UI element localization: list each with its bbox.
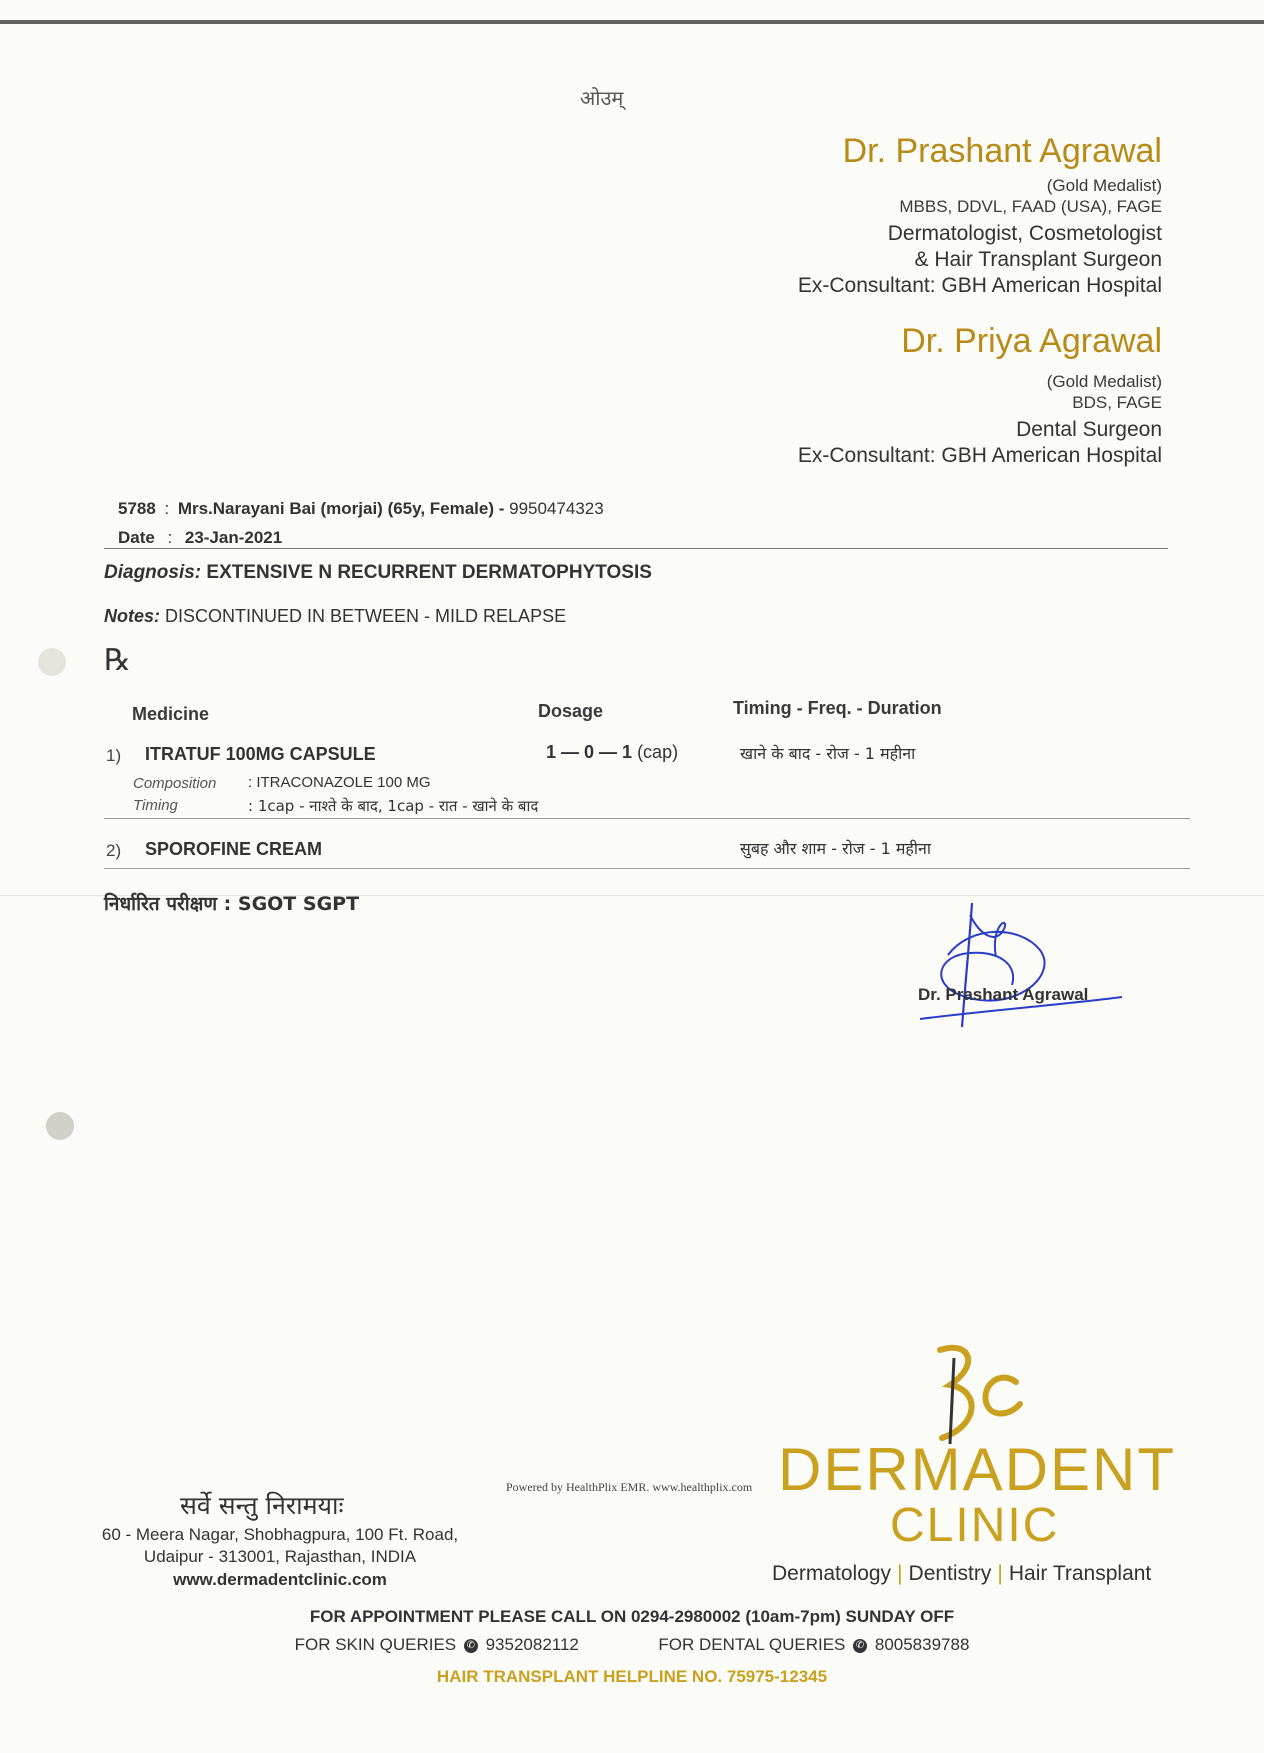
appointment-line: FOR APPOINTMENT PLEASE CALL ON 0294-2980002 (10am-7pm) SUNDAY OFF: [309, 1607, 955, 1626]
notes-label: Notes:: [104, 606, 161, 626]
row-1-number: 1): [106, 746, 122, 765]
patient-name: Mrs.Narayani Bai (morjai) (65y, Female) -: [177, 499, 505, 518]
address-line-1: 60 - Meera Nagar, Shobhagpura, 100 Ft. Road,: [101, 1525, 459, 1544]
doctor-1-qualifications: MBBS, DDVL, FAAD (USA), FAGE: [899, 197, 1162, 217]
row-divider-1: [104, 818, 1190, 819]
rx-symbol: ℞: [104, 643, 131, 678]
logo-dermadent: DERMADENT: [778, 1436, 1177, 1503]
top-edge-line: [0, 20, 1264, 24]
hair-transplant-helpline: HAIR TRANSPLANT HELPLINE NO. 75975-12345: [436, 1667, 828, 1686]
doctor-1-award: (Gold Medalist): [1046, 176, 1162, 196]
dental-queries-label: FOR DENTAL QUERIES: [658, 1635, 846, 1654]
clinic-website[interactable]: www.dermadentclinic.com: [173, 1570, 387, 1589]
sanskrit-motto: सर्वे सन्तु निरामयाः: [180, 1491, 344, 1520]
notes-value: DISCONTINUED IN BETWEEN - MILD RELAPSE: [165, 606, 567, 626]
row-2-number: 2): [106, 841, 122, 860]
skin-queries-phone: 9352082112: [485, 1635, 579, 1654]
dental-queries-phone: 8005839788: [874, 1635, 970, 1654]
whatsapp-icon: ✆: [464, 1639, 478, 1653]
row-1-timing-detail: : 1cap - नाश्ते के बाद, 1cap - रात - खाने के बाद: [248, 797, 539, 815]
doctor-2-name: Dr. Priya Agrawal: [901, 322, 1162, 360]
tag-dermatology: Dermatology: [772, 1562, 892, 1585]
date-label: Date: [118, 528, 155, 547]
whatsapp-icon: ✆: [853, 1639, 867, 1653]
header-dosage: Dosage: [538, 701, 604, 721]
logo-clinic: CLINIC: [890, 1499, 1060, 1552]
diagnosis-value: EXTENSIVE N RECURRENT DERMATOPHYTOSIS: [206, 562, 652, 583]
tag-hair-transplant: Hair Transplant: [1008, 1562, 1152, 1585]
diagnosis-label: Diagnosis:: [104, 562, 202, 583]
doctor-1-specialty-1: Dermatologist, Cosmetologist: [887, 221, 1162, 245]
row-1-composition-label: Composition: [133, 775, 217, 792]
clinic-tagline: Dermatology | Dentistry | Hair Transplant: [772, 1562, 1152, 1585]
address-line-2: Udaipur - 313001, Rajasthan, INDIA: [143, 1547, 417, 1566]
header-medicine: Medicine: [132, 704, 210, 724]
signature-scribble: [900, 895, 1140, 1035]
row-1-dosage: [546, 742, 678, 763]
row-1-dose-main: 1 — 0 — 1: [546, 742, 633, 762]
punch-hole-bottom: [46, 1112, 74, 1140]
row-divider-2: [104, 868, 1190, 869]
doctor-1-specialty-2: & Hair Transplant Surgeon: [914, 247, 1162, 271]
notes: [104, 606, 566, 627]
doctor-2-block: [798, 322, 1162, 469]
row-2-medicine: SPOROFINE CREAM: [145, 839, 323, 859]
visit-date: 23-Jan-2021: [184, 528, 283, 547]
doctor-1-name: Dr. Prashant Agrawal: [842, 132, 1162, 170]
doctor-2-ex-consultant: Ex-Consultant: GBH American Hospital: [797, 443, 1162, 467]
patient-id: 5788: [118, 499, 156, 518]
row-1-medicine: ITRATUF 100MG CAPSULE: [145, 744, 376, 764]
header-timing: Timing - Freq. - Duration: [733, 698, 942, 718]
tag-dentistry: Dentistry: [908, 1562, 992, 1585]
clinic-logo-icon: [920, 1340, 1030, 1450]
doctor-2-specialty: Dental Surgeon: [1016, 417, 1162, 441]
doctor-2-qualifications: BDS, FAGE: [1072, 393, 1162, 413]
signature-name: Dr. Prashant Agrawal: [918, 985, 1089, 1004]
doctor-1-block: [798, 132, 1162, 299]
patient-phone: 9950474323: [509, 499, 604, 518]
skin-queries-label: FOR SKIN QUERIES: [294, 1635, 457, 1654]
om-header: ओउम्: [580, 86, 624, 110]
row-2-timing: सुबह और शाम - रोज - 1 महीना: [740, 839, 932, 858]
punch-hole-top: [38, 648, 66, 676]
diagnosis: [104, 562, 652, 584]
row-1-dose-unit: (cap): [637, 742, 679, 762]
doctor-2-award: (Gold Medalist): [1046, 372, 1162, 392]
divider-top: [104, 548, 1168, 549]
patient-info: 5788 : Mrs.Narayani Bai (morjai) (65y, Female) - 9950474323 Date : 23-Jan-2021: [118, 499, 604, 547]
doctor-1-ex-consultant: Ex-Consultant: GBH American Hospital: [797, 274, 1162, 298]
queries-line: [0, 1635, 1264, 1655]
row-1-timing-label: Timing: [133, 797, 178, 814]
row-1-timing: खाने के बाद - रोज - 1 महीना: [740, 744, 916, 763]
powered-by: Powered by HealthPlix EMR. www.healthplix.com: [506, 1480, 753, 1494]
row-1-composition: : ITRACONAZOLE 100 MG: [248, 774, 431, 791]
prescribed-tests: निर्धारित परीक्षण : SGOT SGPT: [104, 893, 360, 915]
